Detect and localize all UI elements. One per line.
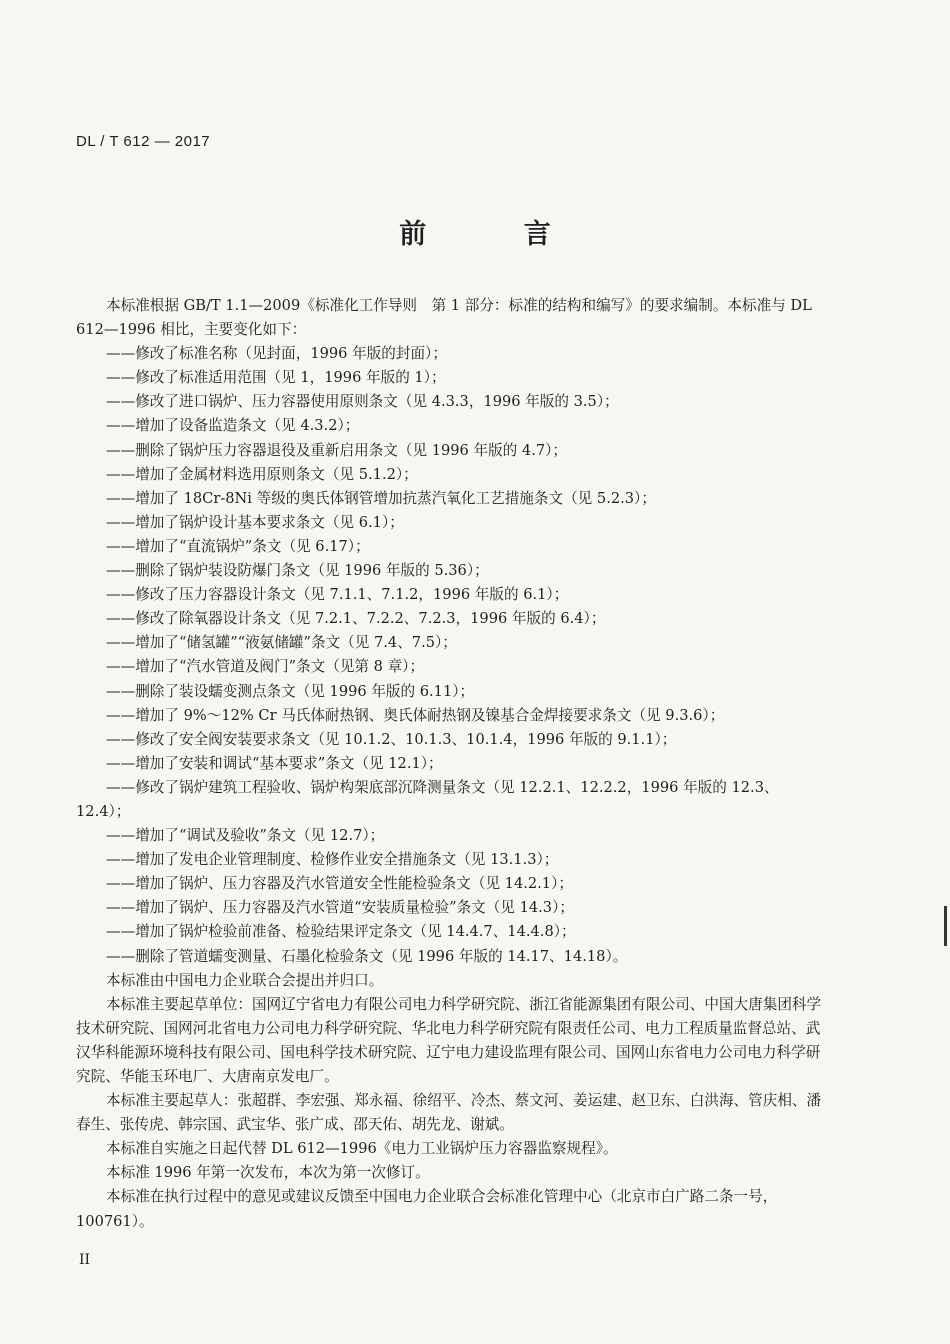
proposer-paragraph: 本标准由中国电力企业联合会提出并归口。 [106,971,384,989]
drafting-units-paragraph: 本标准主要起草单位：国网辽宁省电力有限公司电力科学研究院、浙江省能源集团有限公司、中国大唐集团科学技术研究院、国网河北省电力公司电力科学研究院、华北电力科学研究院有限责任公司、电力工程质量监督总站、武汉华科能源环境科技有限公司、国电科学技术研究院、辽宁电力建设监理有限公司、国网山东省电力公司电力科学研究院、华能玉环电厂、大唐南京发电厂。 [76,995,822,1085]
replaces-paragraph: 本标准自实施之日起代替 DL 612—1996《电力工业锅炉压力容器监察规程》。 [106,1140,618,1158]
list-item: ——增加了锅炉、压力容器及汽水管道“安装质量检验”条文（见 14.3）； [106,899,574,917]
document-body [76,294,830,1234]
list-item: ——修改了进口锅炉、压力容器使用原则条文（见 4.3.3，1996 年版的 3.5）； [106,393,619,411]
list-item: ——增加了“直流锅炉”条文（见 6.17）； [106,537,370,555]
list-item: ——增加了金属材料选用原则条文（见 5.1.2）； [106,465,418,483]
list-item: ——增加了安装和调试“基本要求”条文（见 12.1）； [106,754,443,772]
list-item: ——增加了锅炉设计基本要求条文（见 6.1）； [106,513,404,531]
drafters-paragraph: 本标准主要起草人：张超群、李宏强、郑永福、徐绍平、冷杰、蔡文河、姜运建、赵卫东、白洪海、管庆相、潘春生、张传虎、韩宗国、武宝华、张广成、邵天佑、胡先龙、谢斌。 [76,1092,822,1134]
list-item: ——增加了 9%～12% Cr 马氏体耐热钢、奥氏体耐热钢及镍基合金焊接要求条文（见 9.3.6）； [106,706,725,724]
scan-edge-mark [944,906,947,946]
list-item: ——修改了标准适用范围（见 1，1996 年版的 1）； [106,369,446,387]
page-number: II [79,1252,91,1268]
list-item: ——修改了除氧器设计条文（见 7.2.1、7.2.2、7.2.3，1996 年版的 6.4）； [106,610,606,628]
changes-list [76,342,830,968]
list-item: ——增加了“调试及验收”条文（见 12.7）； [106,827,385,845]
list-item: ——修改了压力容器设计条文（见 7.1.1、7.1.2，1996 年版的 6.1）； [106,586,569,604]
list-item: ——增加了锅炉检验前准备、检验结果评定条文（见 14.4.7、14.4.8）； [106,923,576,941]
intro-paragraph: 本标准根据 GB/T 1.1—2009《标准化工作导则 第 1 部分：标准的结构和编写》的要求编制。本标准与 DL 612—1996 相比，主要变化如下： [76,297,812,339]
list-item: ——增加了设备监造条文（见 4.3.2）； [106,417,360,435]
list-item: ——修改了标准名称（见封面，1996 年版的封面）； [106,345,447,363]
list-item: ——删除了锅炉装设防爆门条文（见 1996 年版的 5.36）； [106,562,489,580]
history-paragraph: 本标准 1996 年第一次发布，本次为第一次修订。 [106,1164,430,1182]
page-title: 前 言 [399,219,595,250]
list-item: ——删除了管道蠕变测量、石墨化检验条文（见 1996 年版的 14.17、14.18）。 [106,947,628,965]
list-item: ——增加了锅炉、压力容器及汽水管道安全性能检验条文（见 14.2.1）； [106,875,573,893]
feedback-paragraph: 本标准在执行过程中的意见或建议反馈至中国电力企业联合会标准化管理中心（北京市白广路二条一号，100761）。 [76,1188,778,1230]
list-item: ——删除了装设蠕变测点条文（见 1996 年版的 6.11）； [106,682,475,700]
list-item: ——增加了“汽水管道及阀门”条文（见第 8 章）； [106,658,425,676]
list-item: ——增加了发电企业管理制度、检修作业安全措施条文（见 13.1.3）； [106,851,559,869]
list-item: ——修改了锅炉建筑工程验收、锅炉构架底部沉降测量条文（见 12.2.1、12.2.2，1996 年版的 12.3、12.4）； [76,778,779,820]
list-item: ——删除了锅炉压力容器退役及重新启用条文（见 1996 年版的 4.7）； [106,441,567,459]
list-item: ——修改了安全阀安装要求条文（见 10.1.2、10.1.3、10.1.4，1996 年版的 9.1.1）； [106,730,677,748]
list-item: ——增加了 18Cr-8Ni 等级的奥氏体钢管增加抗蒸汽氧化工艺措施条文（见 5.2.3）； [106,489,656,507]
standard-code-header: DL / T 612 — 2017 [76,133,211,150]
list-item: ——增加了“储氢罐”“液氨储罐”条文（见 7.4、7.5）； [106,634,457,652]
